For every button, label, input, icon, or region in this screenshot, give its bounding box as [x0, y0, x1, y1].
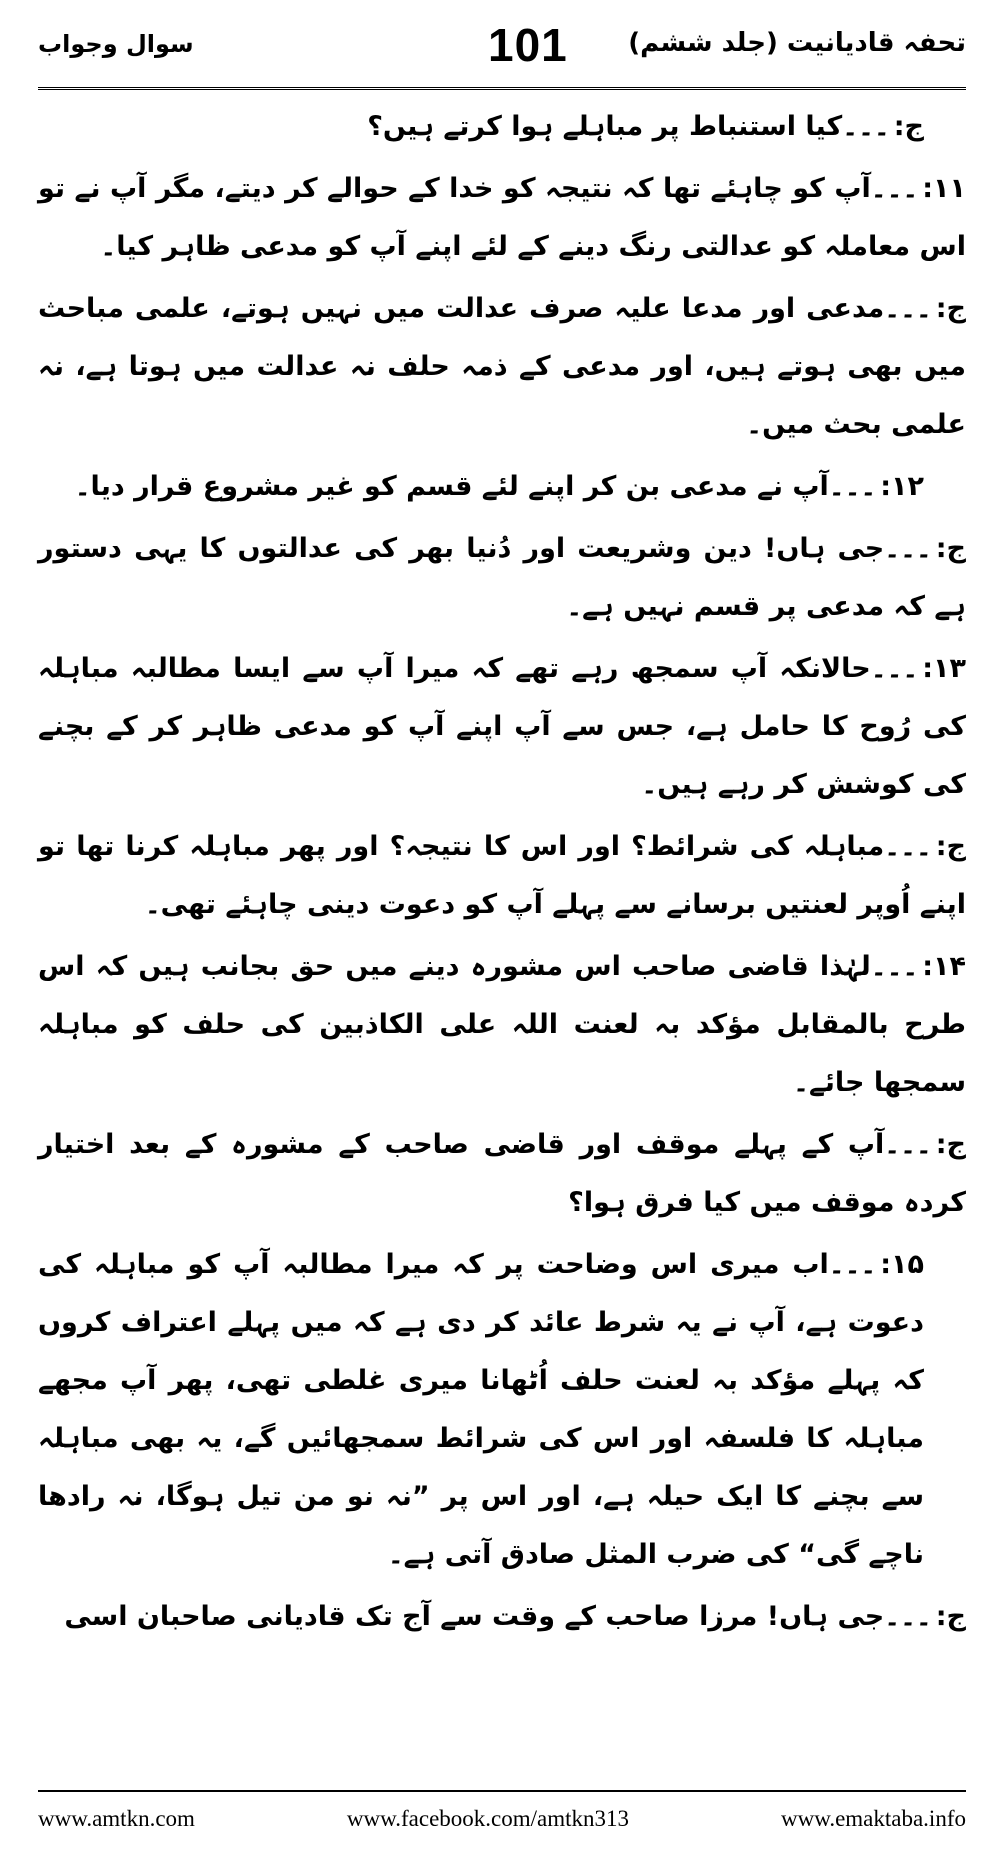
paragraph-label: ۱۳:: [922, 653, 966, 684]
paragraph-text: ۔۔۔جی ہاں! مرزا صاحب کے وقت سے آج تک قادیانی صاحبان اسی: [64, 1601, 932, 1632]
answer-paragraph: [38, 818, 966, 934]
footer-link-amtkn[interactable]: www.amtkn.com: [38, 1806, 195, 1831]
answer-paragraph: [38, 1116, 966, 1232]
paragraph-label: ج:: [935, 1601, 966, 1632]
paragraph-label: ج:: [935, 1129, 966, 1160]
page-body: [38, 98, 966, 1646]
page-number: 101: [488, 19, 568, 71]
page-footer: [38, 1790, 966, 1832]
paragraph-label: ۱۱:: [922, 173, 966, 204]
question-paragraph: [38, 1236, 966, 1584]
footer-link-emaktaba[interactable]: www.emaktaba.info: [780, 1806, 966, 1831]
paragraph-text: ۔۔۔مدعی اور مدعا علیہ صرف عدالت میں نہیں ہوتے، علمی مباحث میں بھی ہوتے ہیں، اور مدعی کے ذمہ حلف نہ عدالت میں ہوتا ہے، نہ علمی بحث میں۔: [38, 293, 966, 440]
answer-paragraph: [38, 1588, 966, 1646]
paragraph-label: ۱۴:: [922, 951, 966, 982]
paragraph-text: ۔۔۔جی ہاں! دین وشریعت اور دُنیا بھر کی عدالتوں کا یہی دستور ہے کہ مدعی پر قسم نہیں ہے۔: [38, 533, 966, 622]
question-paragraph: [38, 640, 966, 814]
paragraph-label: ۱۲:: [880, 471, 924, 502]
paragraph-text: ۔۔۔اب میری اس وضاحت پر کہ میرا مطالبہ آپ کو مباہلہ کی دعوت ہے، آپ نے یہ شرط عائد کر دی ہے کہ میں پہلے اعتراف کروں کہ پہلے مؤکد بہ لعنت حلف اُٹھانا میری غلطی تھی، پھر آپ مجھے مباہلہ کا فلسفہ اور اس کی شرائط سمجھائیں گے، یہ بھی مباہلہ سے بچنے کا ایک حیلہ ہے، اور اس پر ”نہ نو من تیل ہوگا، نہ رادھا ناچے گی“ کی ضرب المثل صادق آتی ہے۔: [38, 1249, 924, 1570]
question-paragraph: [38, 458, 966, 516]
answer-paragraph: [38, 520, 966, 636]
paragraph-label: ج:: [893, 111, 924, 142]
footer-link-facebook[interactable]: www.facebook.com/amtkn313: [346, 1806, 630, 1831]
paragraph-text: ۔۔۔حالانکہ آپ سمجھ رہے تھے کہ میرا آپ سے ایسا مطالبہ مباہلہ کی رُوح کا حامل ہے، جس سے آپ اپنے آپ کو مدعی ظاہر کر کے بچنے کی کوشش کر رہے ہیں۔: [38, 653, 966, 800]
paragraph-text: ۔۔۔لہٰذا قاضی صاحب اس مشورہ دینے میں حق بجانب ہیں کہ اس طرح بالمقابل مؤکد بہ لعنت اللہ علی الکاذبین کی حلف کو مباہلہ سمجھا جائے۔: [38, 951, 966, 1098]
paragraph-label: ۱۵:: [880, 1249, 924, 1280]
question-paragraph: [38, 938, 966, 1112]
paragraph-text: ۔۔۔آپ کو چاہئے تھا کہ نتیجہ کو خدا کے حوالے کر دیتے، مگر آپ نے تو اس معاملہ کو عدالتی رنگ دینے کے لئے اپنے آپ کو مدعی ظاہر کیا۔: [38, 173, 966, 262]
answer-paragraph: [38, 98, 966, 156]
paragraph-text: ۔۔۔آپ نے مدعی بن کر اپنے لئے قسم کو غیر مشروع قرار دیا۔: [74, 471, 877, 502]
answer-paragraph: [38, 280, 966, 454]
paragraph-label: ج:: [935, 533, 966, 564]
paragraph-label: ج:: [935, 293, 966, 324]
paragraph-text: ۔۔۔کیا استنباط پر مباہلے ہوا کرتے ہیں؟: [367, 111, 890, 142]
header-divider: [38, 87, 966, 90]
book-title: تحفہ قادیانیت (جلد ششم): [628, 28, 966, 58]
question-paragraph: [38, 160, 966, 276]
section-title: سوال وجواب: [38, 30, 194, 58]
page-header: [38, 0, 966, 92]
paragraph-label: ج:: [935, 831, 966, 862]
paragraph-text: ۔۔۔مباہلہ کی شرائط؟ اور اس کا نتیجہ؟ اور پھر مباہلہ کرنا تھا تو اپنے اُوپر لعنتیں برسانے سے پہلے آپ کو دعوت دینی چاہئے تھی۔: [38, 831, 966, 920]
paragraph-text: ۔۔۔آپ کے پہلے موقف اور قاضی صاحب کے مشورہ کے بعد اختیار کردہ موقف میں کیا فرق ہوا؟: [38, 1129, 966, 1218]
